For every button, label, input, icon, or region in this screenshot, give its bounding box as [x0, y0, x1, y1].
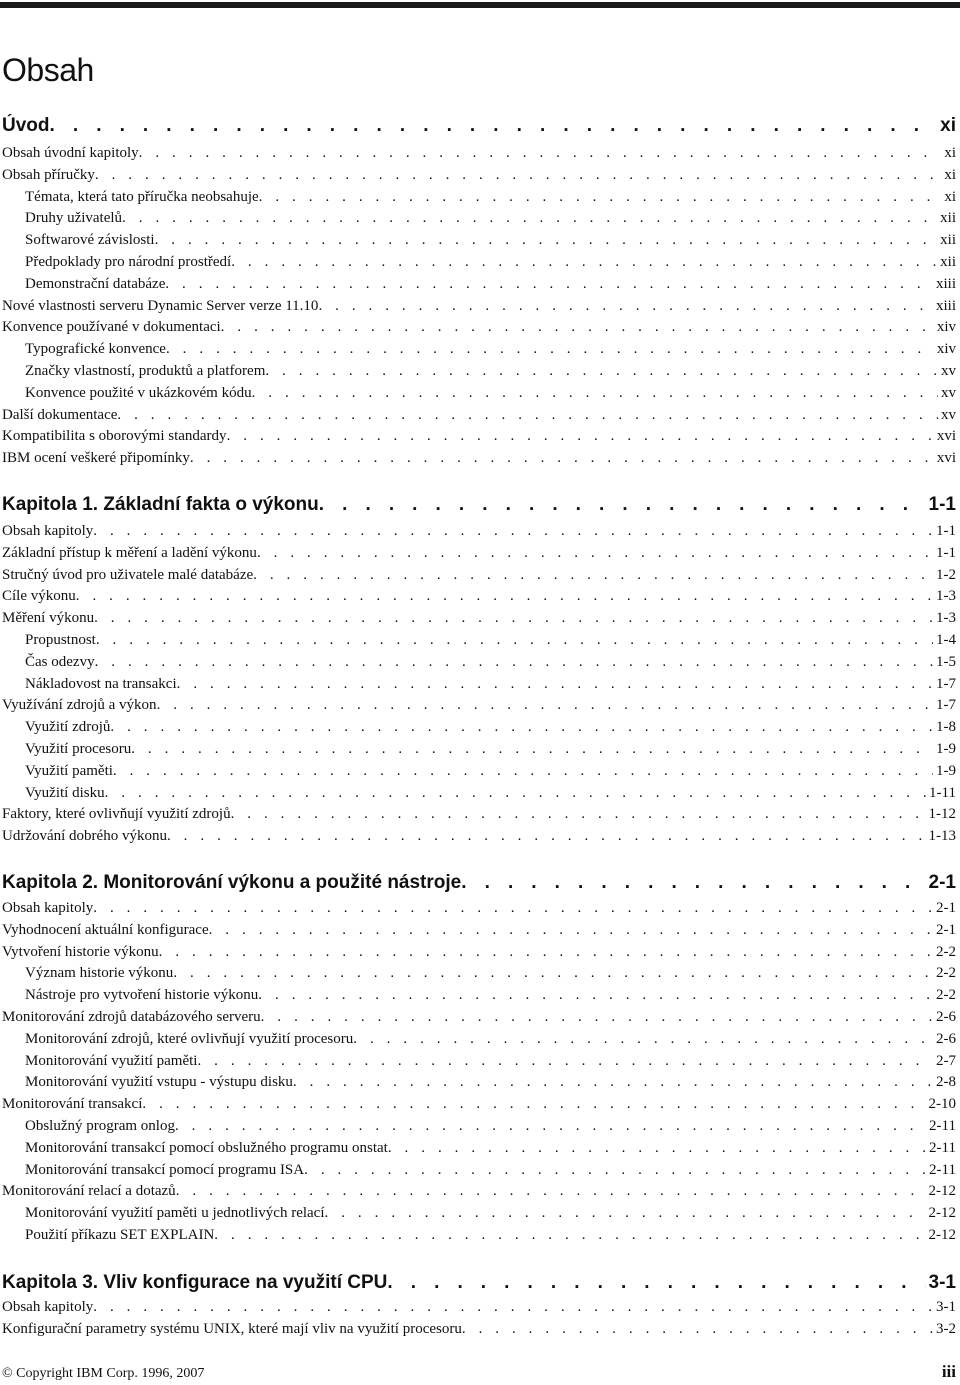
toc-page-number: xii [940, 232, 956, 248]
toc-entry-label: Úvod [2, 115, 50, 136]
toc-entry[interactable] [25, 252, 956, 272]
toc-page-number: 2-1 [928, 872, 956, 893]
toc-entry[interactable] [25, 1116, 956, 1136]
toc-entry[interactable] [25, 630, 956, 650]
toc-entry[interactable] [25, 761, 956, 781]
dot-leader [190, 448, 934, 468]
toc-entry[interactable] [2, 405, 956, 425]
toc-entry[interactable] [25, 1138, 956, 1158]
toc-page-number: 1-3 [936, 610, 956, 626]
toc-entry[interactable] [25, 963, 956, 983]
dot-leader [167, 826, 926, 846]
toc-entry[interactable] [2, 565, 956, 585]
toc-page-number: 2-7 [936, 1053, 956, 1069]
toc-page-number: 1-7 [936, 697, 956, 713]
toc-entry[interactable] [25, 674, 956, 694]
toc-page-number: 2-6 [936, 1009, 956, 1025]
toc-entry[interactable] [2, 317, 956, 337]
toc-entry-label: Nástroje pro vytvoření historie výkonu [25, 987, 259, 1003]
toc-page-number: 1-1 [936, 545, 956, 561]
toc-page-number: 2-1 [936, 900, 956, 916]
dot-leader [176, 1181, 926, 1201]
toc-chapter-heading[interactable] [2, 114, 956, 138]
toc-entry[interactable] [25, 274, 956, 294]
toc-page-number: xiii [935, 276, 956, 292]
footer-page-number: iii [941, 1362, 956, 1381]
toc-entry[interactable] [2, 426, 956, 446]
toc-entry-label: Propustnost [25, 632, 96, 648]
toc-page-number: xi [940, 115, 956, 136]
dot-leader [131, 739, 933, 759]
dot-leader [257, 543, 933, 563]
toc-page-number: 2-2 [936, 944, 956, 960]
toc-entry-label: Stručný úvod pro uživatele malé databáze [2, 567, 254, 583]
dot-leader [93, 1297, 933, 1317]
toc-entry-label: Konfigurační parametry systému UNIX, které mají vliv na využití procesoru [2, 1321, 462, 1337]
toc-page-number: 2-12 [928, 1205, 956, 1221]
toc-chapter-heading[interactable] [2, 1271, 956, 1295]
dot-leader [165, 274, 933, 294]
toc-entry-label: Monitorování transakcí [2, 1096, 143, 1112]
toc-entry-label: Kapitola 3. Vliv konfigurace na využití CPU [2, 1272, 388, 1293]
toc-entry[interactable] [2, 920, 956, 940]
toc-entry-label: Základní přístup k měření a ladění výkonu [2, 545, 257, 561]
dot-leader [173, 963, 933, 983]
toc-entry[interactable] [2, 1181, 956, 1201]
toc-entry-label: Značky vlastností, produktů a platforem [25, 363, 266, 379]
toc-chapter-heading[interactable] [2, 493, 956, 517]
toc-entry-label: Kapitola 1. Základní fakta o výkonu [2, 494, 319, 515]
toc-entry[interactable] [25, 230, 956, 250]
toc-entry-label: Kapitola 2. Monitorování výkonu a použité nástroje [2, 872, 462, 893]
toc-entry[interactable] [25, 1160, 956, 1180]
toc-entry[interactable] [2, 608, 956, 628]
toc-page-number: xi [944, 167, 956, 183]
dot-leader [261, 1007, 933, 1027]
dot-leader [319, 493, 926, 517]
dot-leader [353, 1029, 933, 1049]
toc-page-number: xv [941, 385, 956, 401]
toc-page-number: 1-4 [936, 632, 956, 648]
toc-entry-label: Konvence použité v ukázkovém kódu [25, 385, 252, 401]
toc-entry-label: Obslužný program onlog [25, 1118, 175, 1134]
toc-page-number: 3-1 [936, 1299, 956, 1315]
toc-page-number: 2-1 [936, 922, 956, 938]
toc-entry-label: Témata, která tato příručka neobsahuje [25, 189, 259, 205]
toc-entry-label: Faktory, které ovlivňují využití zdrojů [2, 806, 231, 822]
toc-page-number: 1-7 [936, 676, 956, 692]
toc-entry-label: Vyhodnocení aktuální konfigurace [2, 922, 209, 938]
toc-page-number: 3-1 [928, 1272, 956, 1293]
dot-leader [94, 608, 933, 628]
toc-entry[interactable] [2, 586, 956, 606]
dot-leader [318, 296, 933, 316]
toc-entry-label: IBM ocení veškeré připomínky [2, 450, 190, 466]
toc-entry[interactable] [25, 1072, 956, 1092]
dot-leader [209, 920, 933, 940]
copyright-notice: © Copyright IBM Corp. 1996, 2007 [2, 1366, 205, 1381]
toc-entry[interactable] [2, 1297, 956, 1317]
toc-entry-label: Druhy uživatelů [25, 210, 123, 226]
toc-page-number: 1-9 [936, 741, 956, 757]
toc-entry[interactable] [2, 898, 956, 918]
toc-page-number: xvi [936, 450, 956, 466]
dot-leader [93, 898, 933, 918]
toc-entry-label: Monitorování zdrojů databázového serveru [2, 1009, 261, 1025]
toc-entry[interactable] [25, 339, 956, 359]
dot-leader [95, 652, 933, 672]
toc-entry-label: Typografické konvence [25, 341, 166, 357]
toc-entry-label: Cíle výkonu [2, 588, 76, 604]
dot-leader [117, 405, 938, 425]
dot-leader [177, 674, 933, 694]
dot-leader [95, 165, 941, 185]
toc-page-number: xiii [935, 298, 956, 314]
toc-entry[interactable] [25, 208, 956, 228]
toc-page-number: 2-8 [936, 1074, 956, 1090]
toc-page-number: 2-11 [929, 1118, 956, 1134]
dot-leader [142, 1094, 925, 1114]
dot-leader [253, 565, 933, 585]
toc-entry-label: Využívání zdrojů a výkon [2, 697, 157, 713]
toc-entry-label: Monitorování zdrojů, které ovlivňují využití procesoru [25, 1031, 354, 1047]
dot-leader [461, 871, 925, 895]
toc-entry[interactable] [2, 143, 956, 163]
dot-leader [293, 1072, 933, 1092]
toc-entry-label: Další dokumentace [2, 407, 118, 423]
toc-page-number: 1-2 [936, 567, 956, 583]
toc-entry[interactable] [25, 739, 956, 759]
toc-entry-label: Využití paměti [25, 763, 113, 779]
dot-leader [221, 317, 934, 337]
toc-entry[interactable] [25, 1029, 956, 1049]
toc-entry[interactable] [25, 985, 956, 1005]
dot-leader [252, 383, 938, 403]
toc-entry-label: Využití disku [25, 785, 105, 801]
dot-leader [325, 1203, 926, 1223]
dot-leader [231, 252, 937, 272]
page-footer [2, 1362, 956, 1382]
toc-entry[interactable] [2, 521, 956, 541]
dot-leader [197, 1051, 933, 1071]
dot-leader [105, 783, 926, 803]
toc-entry[interactable] [25, 717, 956, 737]
toc-entry-label: Obsah kapitoly [2, 523, 94, 539]
toc-entry-label: Využití zdrojů [25, 719, 111, 735]
toc-entry[interactable] [25, 1203, 956, 1223]
toc-page-number: xv [941, 363, 956, 379]
toc-entry[interactable] [2, 826, 956, 846]
toc-page-number: xii [940, 210, 956, 226]
toc-entry[interactable] [2, 165, 956, 185]
dot-leader [139, 143, 942, 163]
dot-leader [265, 361, 938, 381]
toc-entry-label: Konvence používané v dokumentaci [2, 319, 221, 335]
dot-leader [96, 630, 933, 650]
toc-page-number: 1-3 [936, 588, 956, 604]
toc-entry[interactable] [25, 1051, 956, 1071]
toc-page-number: 1-13 [928, 828, 956, 844]
toc-entry[interactable] [2, 804, 956, 824]
toc-entry[interactable] [2, 448, 956, 468]
toc-entry-label: Udržování dobrého výkonu [2, 828, 167, 844]
toc-page-number: 2-12 [928, 1183, 956, 1199]
toc-entry[interactable] [25, 187, 956, 207]
toc-entry-label: Význam historie výkonu [25, 965, 174, 981]
toc-page-number: 1-12 [928, 806, 956, 822]
toc-entry-label: Čas odezvy [25, 654, 95, 670]
toc-entry-label: Monitorování transakcí pomocí programu ISA [25, 1162, 305, 1178]
toc-entry-label: Obsah úvodní kapitoly [2, 145, 139, 161]
toc-page-number: 1-9 [936, 763, 956, 779]
toc-entry-label: Nákladovost na transakci [25, 676, 177, 692]
toc-entry-label: Monitorování využití paměti [25, 1053, 198, 1069]
toc-entry-label: Monitorování relací a dotazů [2, 1183, 176, 1199]
toc-entry-label: Monitorování transakcí pomocí obslužného programu onstat [25, 1140, 388, 1156]
toc-page-number: 2-2 [936, 987, 956, 1003]
toc-entry-label: Demonstrační databáze [25, 276, 166, 292]
toc-entry-label: Softwarové závislosti [25, 232, 155, 248]
dot-leader [214, 1225, 925, 1245]
dot-leader [76, 586, 933, 606]
toc-page-number: 1-1 [936, 523, 956, 539]
toc-entry-label: Monitorování využití vstupu - výstupu disku [25, 1074, 293, 1090]
dot-leader [122, 208, 937, 228]
toc-entry[interactable] [25, 1225, 956, 1245]
dot-leader [110, 717, 933, 737]
toc-entry-label: Použití příkazu SET EXPLAIN [25, 1227, 215, 1243]
toc-entry-label: Měření výkonu [2, 610, 95, 626]
page-title: Obsah [2, 52, 94, 88]
toc-entry[interactable] [25, 361, 956, 381]
toc-entry[interactable] [2, 1094, 956, 1114]
dot-leader [157, 695, 933, 715]
toc-entry-label: Využití procesoru [25, 741, 132, 757]
toc-page-number: 1-1 [928, 494, 956, 515]
dot-leader [231, 804, 926, 824]
toc-entry[interactable] [2, 543, 956, 563]
toc-page-number: 1-5 [936, 654, 956, 670]
dot-leader [155, 230, 938, 250]
toc-page-number: xvi [936, 428, 956, 444]
toc-page-number: 2-6 [936, 1031, 956, 1047]
toc-page-number: 1-11 [929, 785, 956, 801]
dot-leader [259, 187, 942, 207]
toc-entry-label: Obsah kapitoly [2, 900, 94, 916]
dot-leader [227, 426, 934, 446]
dot-leader [387, 1271, 925, 1295]
toc-entry-label: Kompatibilita s oborovými standardy [2, 428, 227, 444]
toc-page-number: 2-12 [928, 1227, 956, 1243]
toc-entry-label: Předpoklady pro národní prostředí [25, 254, 232, 270]
dot-leader [50, 114, 938, 138]
dot-leader [304, 1160, 926, 1180]
toc-page-number: 1-8 [936, 719, 956, 735]
toc-page-number: xi [944, 189, 956, 205]
dot-leader [175, 1116, 926, 1136]
toc-entry-label: Nové vlastnosti serveru Dynamic Server verze 11.10 [2, 298, 319, 314]
toc-page-number: 2-11 [929, 1140, 956, 1156]
toc-entry-label: Monitorování využití paměti u jednotlivých relací [25, 1205, 325, 1221]
toc-entry[interactable] [25, 783, 956, 803]
dot-leader [159, 942, 933, 962]
dot-leader [166, 339, 934, 359]
toc-entry-label: Obsah kapitoly [2, 1299, 94, 1315]
toc-entry-label: Vytvoření historie výkonu [2, 944, 159, 960]
toc-page-number: 2-11 [929, 1162, 956, 1178]
toc-entry[interactable] [25, 383, 956, 403]
toc-page-number: 2-2 [936, 965, 956, 981]
toc-page-number: xiv [936, 319, 956, 335]
dot-leader [462, 1319, 933, 1339]
toc-page-number: 2-10 [928, 1096, 956, 1112]
toc-entry[interactable] [2, 296, 956, 316]
dot-leader [258, 985, 933, 1005]
toc-entry-label: Obsah příručky [2, 167, 95, 183]
dot-leader [113, 761, 933, 781]
toc-entry[interactable] [25, 652, 956, 672]
dot-leader [93, 521, 933, 541]
toc-entry[interactable] [2, 942, 956, 962]
toc-entry[interactable] [2, 1319, 956, 1339]
toc-page-number: xiv [936, 341, 956, 357]
header-rule [0, 2, 960, 8]
dot-leader [388, 1138, 926, 1158]
toc-page-number: xi [944, 145, 956, 161]
toc-page-number: 3-2 [936, 1321, 956, 1337]
toc-page-number: xii [940, 254, 956, 270]
toc-entry[interactable] [2, 1007, 956, 1027]
toc-page-number: xv [941, 407, 956, 423]
toc-chapter-heading[interactable] [2, 871, 956, 895]
toc-entry[interactable] [2, 695, 956, 715]
